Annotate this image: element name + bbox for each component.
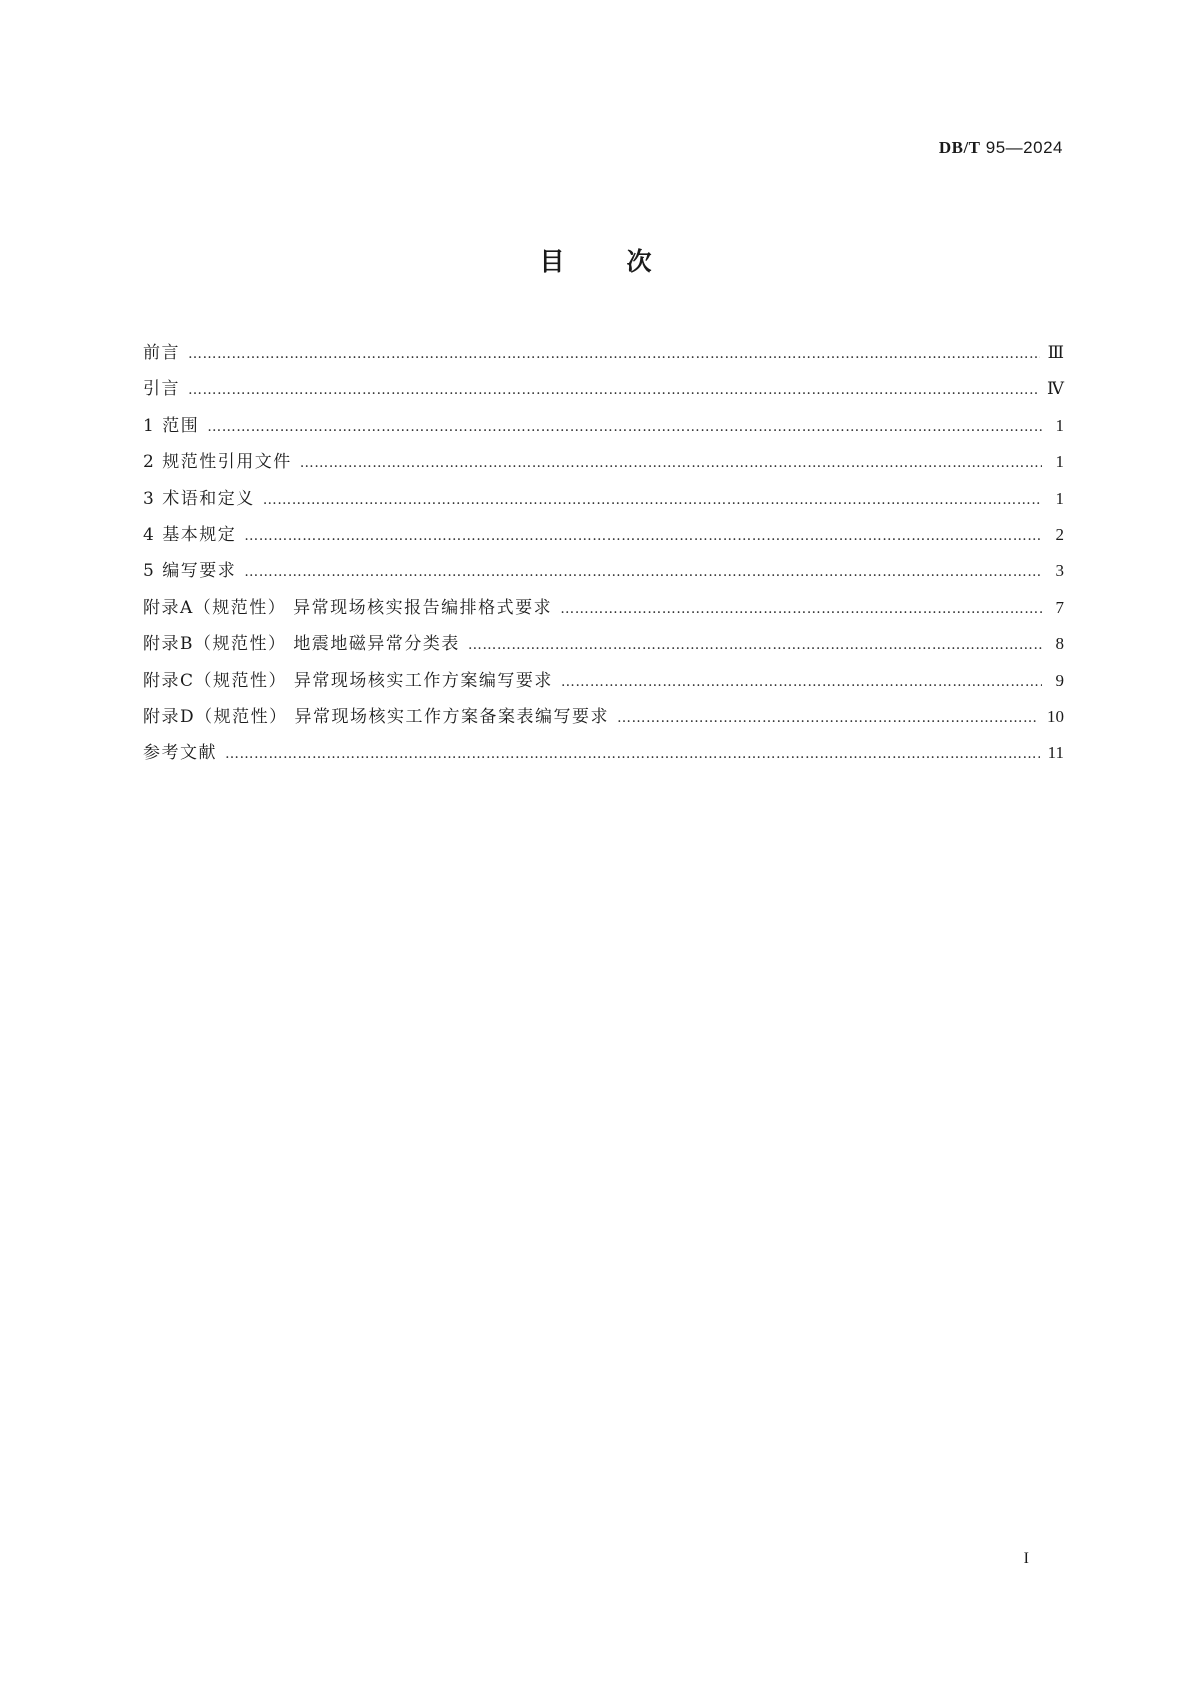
toc-entry-label: 附录D（规范性） 异常现场核实工作方案备案表编写要求 <box>143 706 610 727</box>
toc-entry-basic-provisions[interactable] <box>143 520 1064 556</box>
toc-entry-appendix-b[interactable] <box>143 629 1064 665</box>
toc-entry-page: Ⅲ <box>1047 343 1064 362</box>
toc-entry-label: 参考文献 <box>143 743 217 764</box>
toc-entry-terms-definitions[interactable] <box>143 484 1064 520</box>
toc-entry-page: 3 <box>1055 561 1064 581</box>
toc-entry-page: Ⅳ <box>1047 379 1064 399</box>
toc-entry-scope[interactable] <box>143 411 1064 447</box>
toc-entry-appendix-a[interactable] <box>143 593 1064 629</box>
toc-dot-leader <box>561 674 1042 690</box>
toc-dot-leader <box>468 637 1042 653</box>
toc-entry-appendix-d[interactable] <box>143 702 1064 738</box>
toc-dot-leader <box>617 710 1039 726</box>
toc-entry-label: 附录A（规范性） 异常现场核实报告编排格式要求 <box>143 597 553 618</box>
toc-entry-page: 11 <box>1047 743 1064 763</box>
toc-entry-appendix-c[interactable] <box>143 666 1064 702</box>
toc-entry-page: 9 <box>1055 670 1064 690</box>
toc-dot-leader <box>225 746 1040 762</box>
toc-entry-page: 1 <box>1055 452 1064 472</box>
toc-dot-leader <box>188 382 1039 398</box>
toc-dot-leader <box>244 564 1042 580</box>
toc-entry-label: 5 编写要求 <box>143 561 237 582</box>
toc-entry-page: 1 <box>1055 488 1064 508</box>
toc-dot-leader <box>244 528 1042 544</box>
toc-entry-writing-requirements[interactable] <box>143 556 1064 592</box>
table-of-contents <box>143 338 1064 775</box>
standard-code-prefix: DB/T <box>938 138 981 157</box>
standard-code-number: 95—2024 <box>985 138 1063 157</box>
page-title: 目次 <box>539 247 714 276</box>
toc-entry-label: 4 基本规定 <box>143 524 237 545</box>
toc-dot-leader <box>263 492 1042 508</box>
toc-entry-label: 引言 <box>143 379 180 400</box>
toc-dot-leader <box>560 601 1042 617</box>
page-number: I <box>1023 1550 1029 1567</box>
toc-entry-label: 3 术语和定义 <box>143 488 255 509</box>
toc-entry-page: 8 <box>1055 634 1064 654</box>
toc-entry-label: 前言 <box>143 343 180 363</box>
standard-code <box>939 138 1063 158</box>
toc-entry-label: 附录B（规范性） 地震地磁异常分类表 <box>143 634 460 655</box>
toc-entry-normative-references[interactable] <box>143 447 1064 483</box>
toc-entry-page: 7 <box>1055 597 1064 617</box>
toc-entry-label: 2 规范性引用文件 <box>143 452 292 473</box>
toc-entry-page: 10 <box>1047 706 1064 726</box>
toc-entry-page: 1 <box>1055 415 1064 435</box>
toc-entry-introduction[interactable] <box>143 374 1064 410</box>
toc-entry-label: 附录C（规范性） 异常现场核实工作方案编写要求 <box>143 670 553 691</box>
toc-entry-label: 1 范围 <box>143 415 200 436</box>
toc-dot-leader <box>300 455 1042 471</box>
toc-entry-page: 2 <box>1055 524 1064 544</box>
toc-dot-leader <box>188 346 1040 362</box>
toc-dot-leader <box>207 419 1042 435</box>
toc-entry-bibliography[interactable] <box>143 738 1064 774</box>
toc-entry-foreword[interactable] <box>143 338 1064 374</box>
